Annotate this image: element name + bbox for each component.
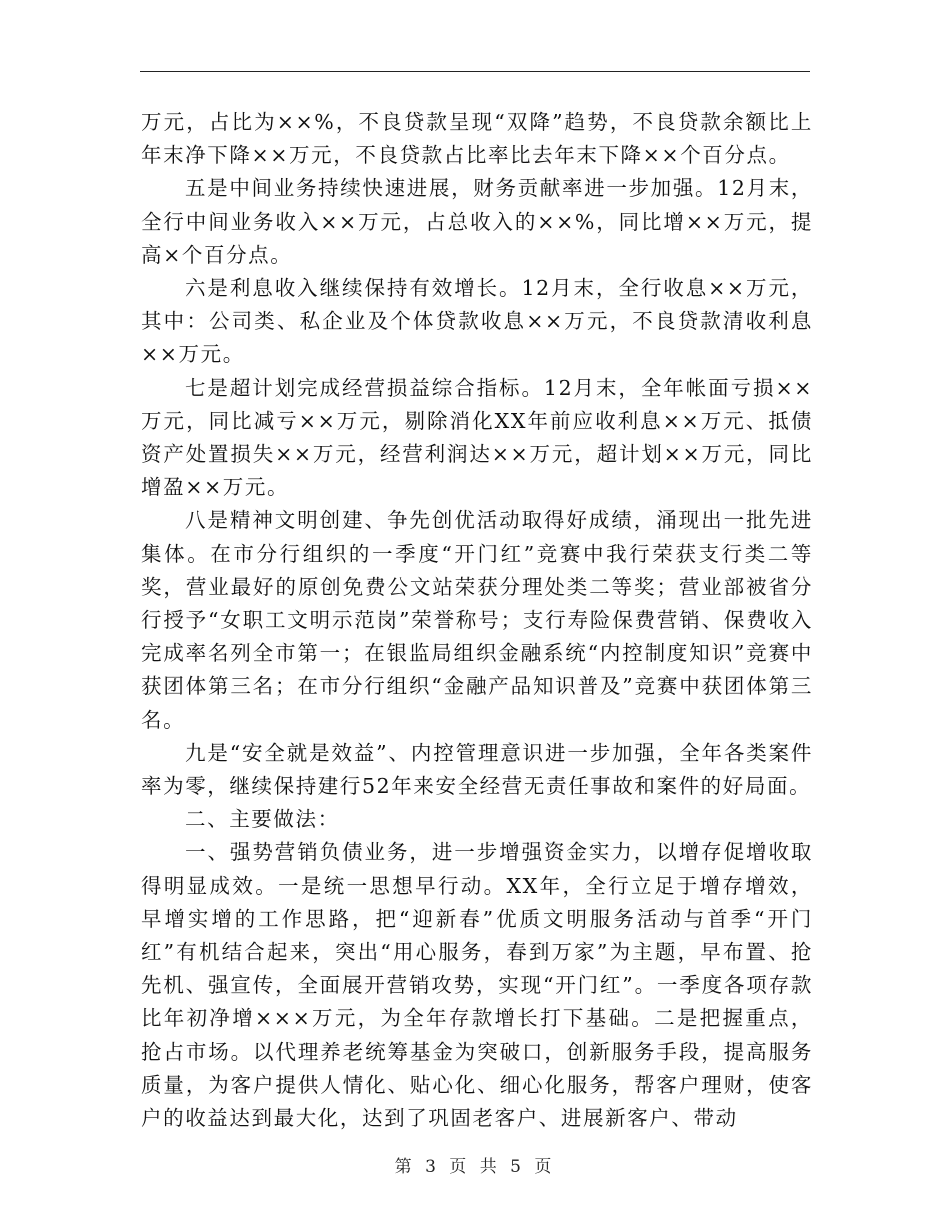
paragraph-3: 六是利息收入继续保持有效增长。12月末，全行收息××万元，其中：公司类、私企业及个体贷款收息××万元，不良贷款清收利息××万元。 <box>141 276 813 367</box>
header-rule <box>140 71 810 72</box>
paragraph-1: 万元，占比为××%，不良贷款呈现“双降”趋势，不良贷款余额比上年末净下降××万元，不良贷款占比率比去年末下降××个百分点。 <box>141 110 813 168</box>
section-heading: 二、主要做法： <box>185 807 340 832</box>
paragraph-5: 八是精神文明创建、争先创优活动取得好成绩，涌现出一批先进集体。在市分行组织的一季度“开门红”竞赛中我行荣获支行类二等奖，营业最好的原创免费公文站荣获分理处类二等奖；营业部被省分行授予“女职工文明示范岗”荣誉称号；支行寿险保费营销、保费收入完成率名列全市第一；在银监局组织金融系统“内控制度知识”竞赛中获团体第三名；在市分行组织“金融产品知识普及”竞赛中获团体第三名。 <box>141 508 813 732</box>
document-body <box>141 106 813 1135</box>
page-number: 第 3 页 共 5 页 <box>394 1157 556 1177</box>
paragraph-2: 五是中间业务持续快速进展，财务贡献率进一步加强。12月末，全行中间业务收入××万元，占总收入的××%，同比增××万元，提高×个百分点。 <box>141 176 813 267</box>
paragraph-8: 一、强势营销负债业务，进一步增强资金实力，以增存促增收取得明显成效。一是统一思想早行动。XX年，全行立足于增存增效，早增实增的工作思路，把“迎新春”优质文明服务活动与首季“开门红”有机结合起来，突出“用心服务，春到万家”为主题，早布置、抢先机、强宣传，全面展开营销攻势，实现“开门红”。一季度各项存款比年初净增×××万元，为全年存款增长打下基础。二是把握重点，抢占市场。以代理养老统筹基金为突破口，创新服务手段，提高服务质量，为客户提供人情化、贴心化、细心化服务，帮客户理财，使客户的收益达到最大化，达到了巩固老客户、进展新客户、带动 <box>141 840 813 1131</box>
paragraph-4: 七是超计划完成经营损益综合指标。12月末，全年帐面亏损××万元，同比减亏××万元，剔除消化XX年前应收利息××万元、抵债资产处置损失××万元，经营利润达××万元，超计划××万元，同比增盈××万元。 <box>141 375 813 500</box>
paragraph-6: 九是“安全就是效益”、内控管理意识进一步加强，全年各类案件率为零，继续保持建行52年来安全经营无责任事故和案件的好局面。 <box>141 740 813 799</box>
